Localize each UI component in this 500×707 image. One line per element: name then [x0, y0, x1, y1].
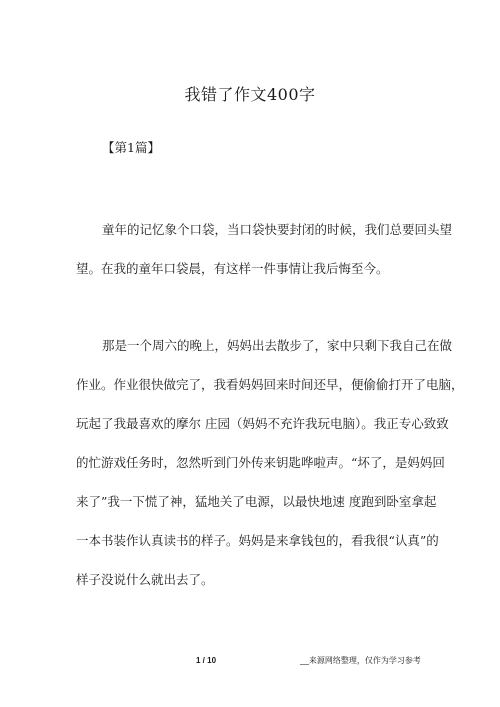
paragraph-line: 童年的记忆象个口袋，当口袋快要封闭的时候，我们总要回头望 — [102, 222, 453, 237]
paragraph-line: 一本书装作认真读书的样子。妈妈是来拿钱包的，看我很“认真”的 — [76, 533, 439, 548]
paragraph-line: 样子没说什么就出去了。 — [76, 572, 214, 587]
paragraph-line: 的忙游戏任务时，忽然听到门外传来钥匙哗啦声。“坏了，是妈妈回 — [76, 455, 445, 470]
document-title: 我错了作文400字 — [184, 85, 316, 104]
paragraph-line: 望。在我的童年口袋晨，有这样一件事情让我后悔至今。 — [76, 261, 389, 276]
section-label: 【第1篇】 — [102, 140, 160, 155]
footer-note: __来源网络整理，仅作为学习参考 — [300, 656, 421, 665]
paragraph-line: 那是一个周六的晚上，妈妈出去散步了，家中只剩下我自己在做 — [102, 338, 453, 353]
paragraph-line: 玩起了我最喜欢的摩尔 庄园（妈妈不充许我玩电脑）。我正专心致致 — [76, 416, 449, 431]
paragraph-line: 来了”我一下慌了神，猛地关了电源，以最快地速 度跑到卧室拿起 — [76, 494, 437, 509]
page-number: 1 / 10 — [196, 656, 217, 665]
paragraph-line: 作业。作业很快做完了，我看妈妈回来时间还早，便偷偷打开了电脑， — [76, 377, 464, 392]
